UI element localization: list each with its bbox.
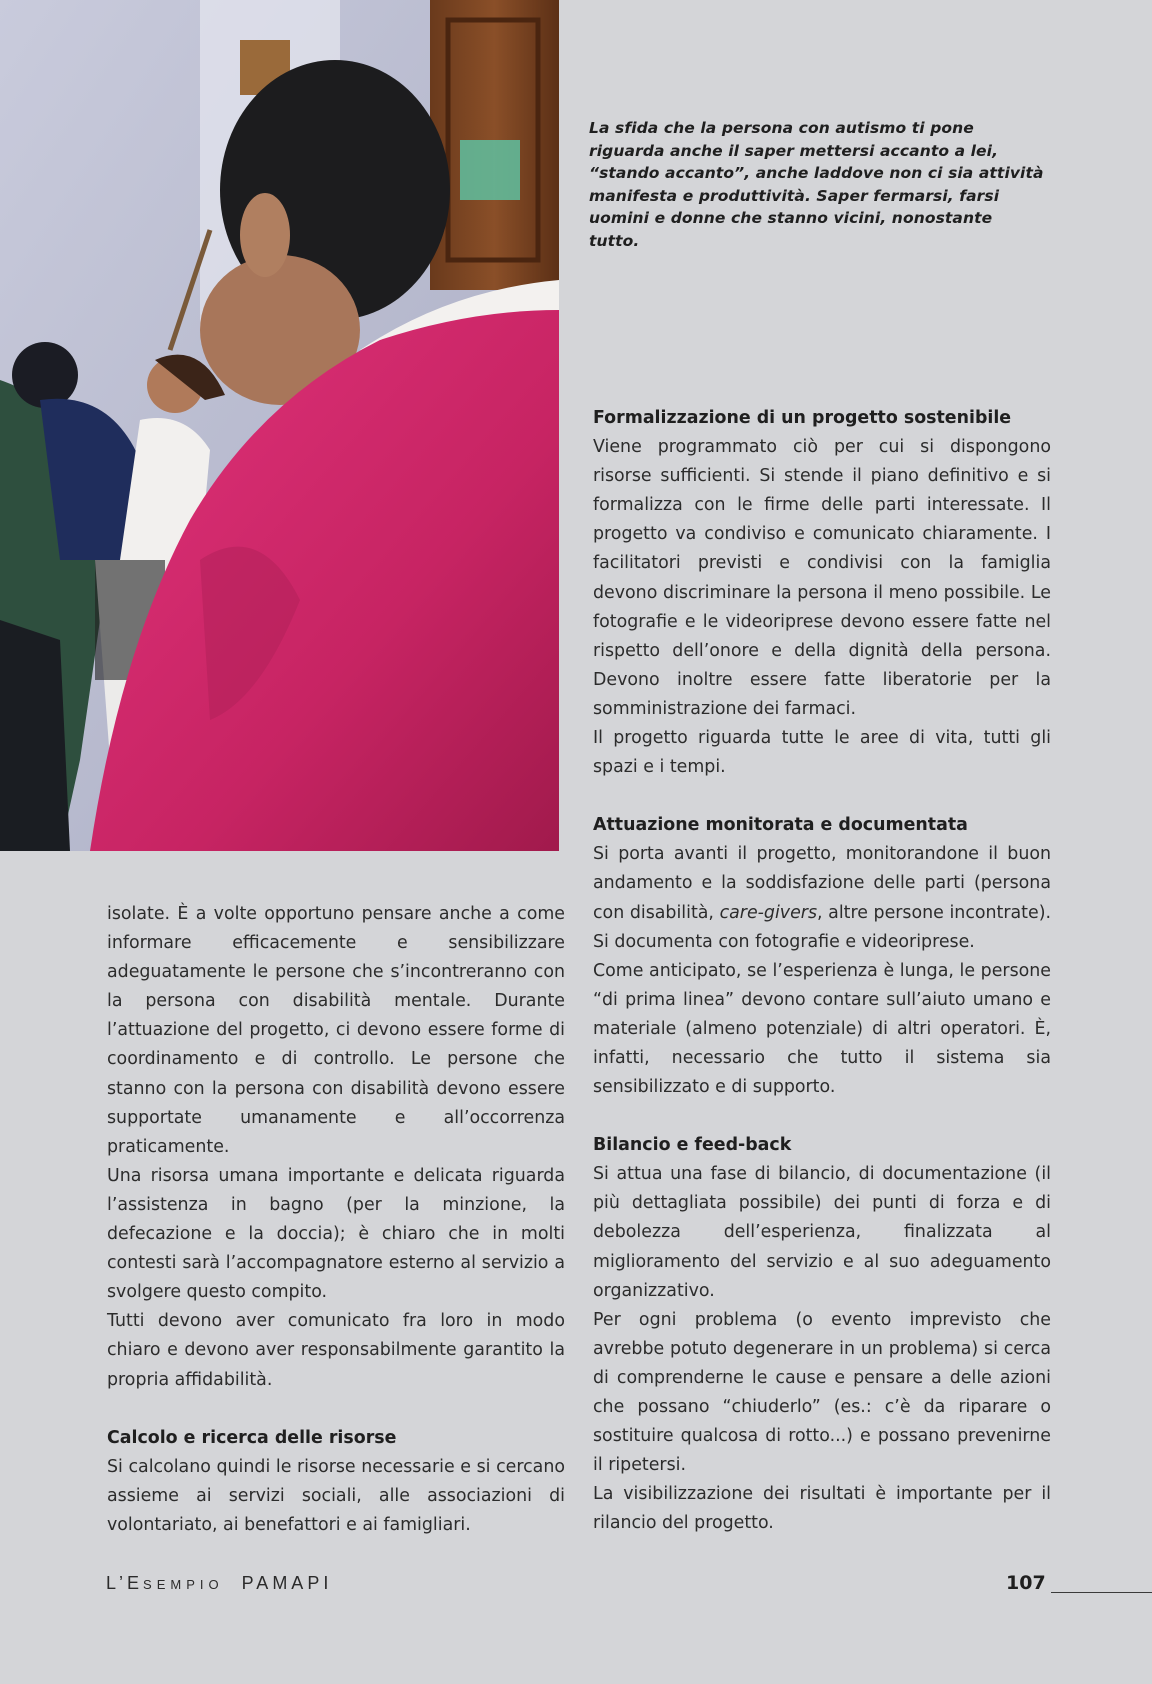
paragraph: Il progetto riguarda tutte le aree di vita, tutti gli spazi e i tempi. <box>593 728 1051 778</box>
heading-formalizzazione: Formalizzazione di un progetto sostenibile <box>593 408 1012 428</box>
photo-people-in-room <box>0 0 559 851</box>
spacer <box>593 1102 1051 1131</box>
footer-prefix: L’ <box>106 1573 128 1593</box>
heading-calcolo: Calcolo e ricerca delle risorse <box>107 1427 397 1448</box>
paragraph: Si calcolano quindi le risorse necessarie e si cercano assieme ai servizi sociali, alle associazioni di volontariato, ai benefattori e ai famigliari. <box>107 1456 565 1535</box>
paragraph: Tutti devono aver comunicato fra loro in modo chiaro e devono aver responsabilmente garantito la propria affidabilità. <box>107 1311 565 1390</box>
italic-term: care-givers <box>719 902 818 923</box>
text-run: , altre persone incontrate). Si documenta con fotografie e videoriprese. <box>593 902 1052 952</box>
page-number-rule <box>1051 1592 1152 1593</box>
right-column <box>593 404 1051 1538</box>
paragraph: Come anticipato, se l’esperienza è lunga, le persone “di prima linea” devono contare sull’aiuto umano e materiale (almeno potenziale) di altri operatori. È, infatti, necessario che tutto il sistema sia sensibilizzato e di supporto. <box>593 960 1051 1098</box>
paragraph: isolate. È a volte opportuno pensare anche a come informare efficacemente e sensibilizzare adeguatamente le persone che s’incontreranno con la persona con disabilità mentale. Durante l’attuazione del progetto, ci devono essere forme di coordinamento e di controllo. Le persone che stanno con la persona con disabilità devono essere supportate umanamente e all’occorrenza praticamente. <box>107 904 565 1157</box>
paragraph: Una risorsa umana importante e delicata riguarda l’assistenza in bagno (per la minzione, la defecazione e la doccia); è chiaro che in molti contesti sarà l’accompagnatore esterno al servizio a svolgere questo compito. <box>107 1165 565 1303</box>
footer-esempio: SEMPIO <box>143 1577 224 1592</box>
footer-brand: PAMAPI <box>241 1573 333 1593</box>
heading-attuazione: Attuazione monitorata e documentata <box>593 815 968 836</box>
paragraph: Per ogni problema (o evento imprevisto che avrebbe potuto degenerare in un problema) si cerca di comprenderne le cause e pensare a delle azioni che possano “chiuderlo” (es.: c’è da riparare o sostituire qualcosa di rotto...) e possano prevenirne il ripetersi. <box>593 1309 1051 1476</box>
footer-e: E <box>127 1573 144 1593</box>
paragraph: Viene programmato ciò per cui si dispongono risorse sufficienti. Si stende il piano definitivo e si formalizza con le firme delle parti interessate. Il progetto va condiviso e comunicato chiaramente. I facilitatori previsti e condivisi con la famiglia devono discriminare la persona il meno possibile. Le fotografie e le videoriprese devono essere fatte nel rispetto dell’onore e della dignità della persona. Devono inoltre essere fatte liberatorie per la somministrazione dei farmaci. <box>593 437 1051 719</box>
paragraph: Si attua una fase di bilancio, di documentazione (il più dettagliata possibile) dei punti di forza e di debolezza dell’esperienza, finalizzata al miglioramento del servizio e al suo adeguamento organizzativo. <box>593 1164 1051 1301</box>
photo-illustration <box>0 0 559 851</box>
page-number: 107 <box>1006 1572 1046 1594</box>
running-footer <box>106 1573 332 1594</box>
pull-quote: La sfida che la persona con autismo ti pone riguarda anche il saper mettersi accanto a lei, “stando accanto”, anche laddove non ci sia attività manifesta e produttività. Saper fermarsi, farsi uomini e donne che stanno vicini, nonostante tutto. <box>589 119 1044 250</box>
left-column <box>107 900 565 1540</box>
heading-bilancio: Bilancio e feed-back <box>593 1135 792 1156</box>
paragraph: La visibilizzazione dei risultati è importante per il rilancio del progetto. <box>593 1484 1051 1534</box>
spacer <box>107 1395 565 1424</box>
spacer <box>593 782 1051 811</box>
text-run: Si porta avanti il progetto, monitorandone il buon andamento e la soddisfazione delle parti (persona con disabilità, <box>593 844 1051 923</box>
paragraph <box>593 840 1051 956</box>
